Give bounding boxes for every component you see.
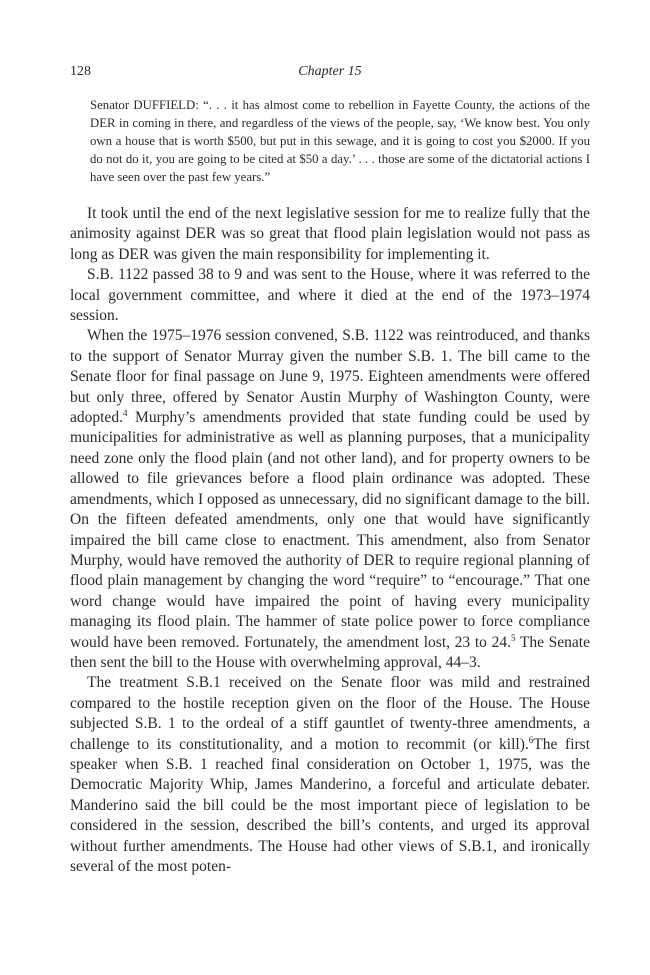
paragraph [70, 673, 590, 877]
paragraph: S.B. 1122 passed 38 to 9 and was sent to the House, where it was referred to the local government committee, and where it died at the end of the 1973–1974 session. [70, 266, 590, 325]
page-header [70, 64, 590, 86]
footnote-marker: 6 [528, 734, 534, 745]
paragraph-text: The Senate then sent the bill to the House with overwhelming approval, 44–3. [70, 633, 590, 671]
quote-text: “. . . it has almost come to rebellion in Fayette County, the actions of the DER in coming in there, and regardless of the views of the people, say, ‘We know best. You only own a house that is worth $500, but put in this sewage, and it is going to cost you $2000. If you do not do it, you are going to be cited at $50 a day.’ . . . those are some of the dictatorial actions I have seen over the past few years.” [90, 98, 590, 184]
paragraph-text: The treatment S.B.1 received on the Senate floor was mild and restrained compared to the hostile reception given on the floor of the House. The House subjected S.B. 1 to the ordeal of a stiff gauntlet of twenty-three amendments, a challenge to its constitutionality, and a motion to recommit (or kill). [70, 674, 590, 753]
footnote-marker: 5 [510, 632, 516, 643]
page-number: 128 [70, 64, 91, 79]
paragraph-text: When the 1975–1976 session convened, S.B. 1122 was reintroduced, and thanks to the support of Senator Murray given the number S.B. 1. The bill came to the Senate floor for final passage on June 9, 1975. Eighteen amendments were offered but only three, offered by Senator Austin Murphy of Washington County, were adopted. [70, 327, 590, 427]
quote-speaker: Senator DUFFIELD: [90, 98, 199, 112]
footnote-marker: 4 [122, 407, 128, 418]
paragraph-text: The first speaker when S.B. 1 reached final consideration on October 1, 1975, was the Democratic Majority Whip, James Manderino, a forceful and articulate debater. Manderino said the bill could be the most important piece of legislation to be considered in the session, described the bill’s contents, and urged its approval without further amendments. The House had other views of S.B.1, and ironically several of the most poten- [70, 735, 590, 875]
paragraph: It took until the end of the next legislative session for me to realize fully that the animosity against DER was so great that flood plain legislation would not pass as long as DER was given the main responsibility for implementing it. [70, 205, 590, 263]
body-text [70, 204, 590, 877]
running-head: Chapter 15 [298, 64, 362, 79]
block-quote [90, 96, 590, 186]
book-page [70, 64, 590, 877]
paragraph [70, 326, 590, 673]
paragraph-text: Murphy’s amendments provided that state funding could be used by municipalities for administrative as well as planning purposes, that a municipality need zone only the flood plain (and not other land), and for property owners to be allowed to file grievances before a flood plain ordinance was adopted. These amendments, which I opposed as unnecessary, did no significant damage to the bill. On the fifteen defeated amendments, only one that would have significantly impaired the bill came close to enactment. This amendment, also from Senator Murphy, would have removed the authority of DER to require regional planning of flood plain management by changing the word “require” to “encourage.” That one word change would have impaired the point of having every municipality managing its flood plain. The hammer of state police power to force compliance would have been removed. Fortunately, the amendment lost, 23 to 24. [70, 409, 590, 651]
